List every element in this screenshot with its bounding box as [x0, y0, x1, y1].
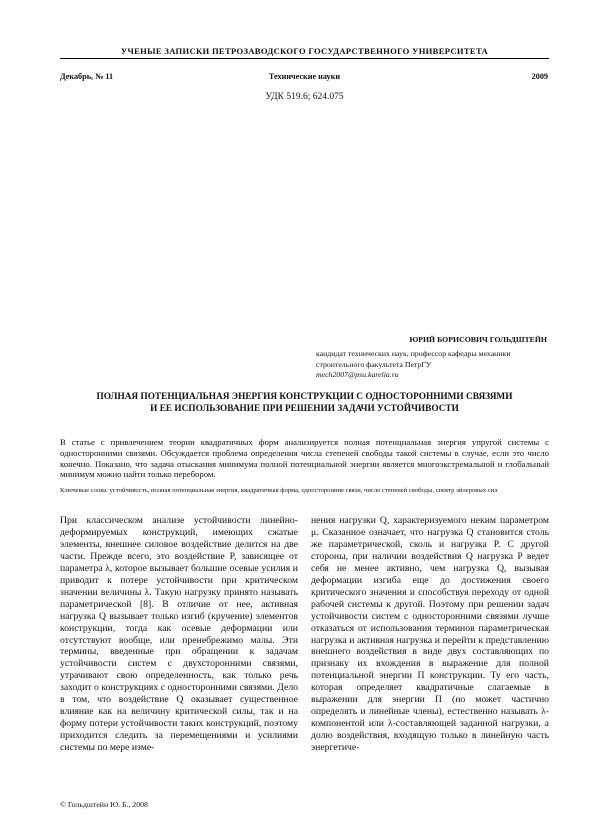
- issue-label: Декабрь, № 11: [60, 72, 114, 81]
- copyright-notice: © Гольдштейн Ю. Б., 2008: [60, 800, 148, 809]
- author-department: строительного факультета ПетрГУ: [316, 359, 432, 369]
- article-title: [0, 391, 609, 415]
- year-label: 2009: [531, 72, 548, 81]
- author-position: кандидат технических наук, профессор кафедры механики: [316, 349, 511, 358]
- title-line-1: ПОЛНАЯ ПОТЕНЦИАЛЬНАЯ ЭНЕРГИЯ КОНСТРУКЦИИ С ОДНОСТОРОННИМИ СВЯЗЯМИ: [96, 392, 513, 402]
- journal-title: УЧЕНЫЕ ЗАПИСКИ ПЕТРОЗАВОДСКОГО ГОСУДАРСТВЕННОГО УНИВЕРСИТЕТА: [120, 46, 489, 56]
- body-paragraph: нения нагрузки Q, характеризуемого неким параметром μ. Сказанное означает, что нагрузка Q становится столь же параметрической, сколь и нагрузка P. С другой стороны, при наличии воздействия Q нагрузка P ведет себя не менее активно, чем нагрузка Q, вызывая деформации изгиба еще до достижения своего критического значения и способствуя переходу от одной рабочей системы к другой. Поэтому при решении задач устойчивости систем с односторонними связями лучше отказаться от использования терминов параметрическая нагрузка и активная нагрузка и перейти к представлению внешнего воздействия в виде двух составляющих по признаку их вхождения в выражение для полной потенциальной энергии П конструкции. Ту его часть, которая определяет квадратичные слагаемые в выражении для энергии П (но может частично определять и линейные члены), естественно называть λ-компонентой или λ-составляющей заданной нагрузки, а долю воздействия, входящую только в линейную часть энергетиче-: [311, 515, 549, 754]
- author-name: ЮРИЙ БОРИСОВИЧ ГОЛЬДШТЕЙН: [409, 335, 547, 344]
- body-column-right: [311, 515, 549, 754]
- body-paragraph: При классическом анализе устойчивости линейно-деформируемых конструкций, имеющих сжатые элементы, внешнее силовое воздействие делится на две части. Прежде всего, это воздействие P, зависящее от параметра λ, которое вызывает большие осевые усилия и приводит к потере устойчивости при критическом значении величины λ. Такую нагрузку принято называть параметрической [8]. В отличие от нее, активная нагрузка Q вызывает только изгиб (кручение) элементов конструкции, тогда как осевые деформации или отсутствуют вообще, или пренебрежимо малы. Эти термины, введенные при обращении к задачам устойчивости систем с двухсторонними связями, утрачивают свою определенность, как только речь заходит о конструкциях с односторонними связями. Дело в том, что воздействие Q оказывает существенное влияние как на величину критической силы, так и на форму потери устойчивости таких конструкций, поэтому приходится следить за перемещениями и усилиями системы по мере изме-: [60, 515, 298, 754]
- abstract: В статье с привлечением теории квадратичных форм анализируется полная потенциальная энергия упругой системы с односторонними связями. Обсуждается проблема определения числа степеней свободы такой системы в случае, если это число конечно. Показано, что задача отыскания минимума полной потенциальной энергии является многоэкстремальной и глобальный минимум можно найти только перебором.: [60, 437, 549, 480]
- author-email: mech2007@psu.karelia.ru: [316, 370, 399, 379]
- body-column-left: [60, 515, 298, 754]
- section-name: Технические науки: [268, 72, 341, 81]
- title-line-2: И ЕЕ ИСПОЛЬЗОВАНИЕ ПРИ РЕШЕНИИ ЗАДАЧИ УСТОЙЧИВОСТИ: [150, 404, 459, 414]
- keywords: Ключевые слова: устойчивость, полная потенциальная энергия, квадратичная форма, односторонние связи, число степеней свободы, спектр эйлеровых сил: [60, 487, 498, 494]
- author-affiliation: [316, 349, 511, 381]
- header-rule: [60, 58, 549, 59]
- udk-code: УДК 519.6; 624.075: [265, 92, 344, 102]
